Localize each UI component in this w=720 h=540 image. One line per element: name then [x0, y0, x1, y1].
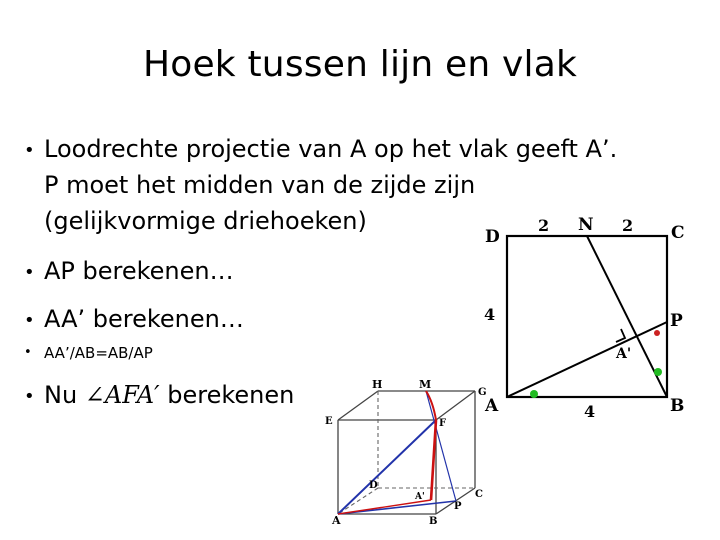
cube-label-A: A	[332, 514, 341, 527]
cube-label-C: C	[475, 489, 483, 500]
label-P: P	[670, 311, 683, 331]
line-A-A-prime	[338, 500, 431, 514]
cube-label-G: G	[478, 387, 487, 398]
angle-symbol: ∠	[84, 381, 105, 409]
bullet-marker: •	[24, 345, 32, 360]
bullet-marker: •	[24, 386, 35, 407]
cube-label-D: D	[369, 480, 378, 491]
bullet-1-line-1: Loodrechte projectie van A op het vlak geeft A’.	[44, 135, 618, 163]
cube-label-M: M	[419, 378, 432, 391]
cube-label-P: P	[454, 501, 462, 512]
label-A-prime: A'	[616, 346, 632, 362]
angle-name: AFA′	[104, 381, 160, 409]
bullet-1-line-2: P moet het midden van de zijde zijn	[44, 171, 476, 199]
label-B: B	[670, 396, 685, 416]
cube-label-H: H	[372, 378, 383, 391]
dim-bottom: 4	[584, 402, 596, 421]
bullet-2-text: AP berekenen…	[44, 257, 234, 285]
bullet-3-text: AA’ berekenen…	[44, 305, 244, 333]
line-M-P-cube	[426, 391, 456, 501]
slide-title: Hoek tussen lijn en vlak	[142, 44, 578, 85]
cube-label-A-prime: A'	[415, 492, 425, 502]
cube-label-B: B	[429, 516, 438, 527]
bullet-4-text: AA’/AB=AB/AP	[44, 344, 153, 362]
bullet-marker: •	[24, 310, 35, 331]
label-N: N	[578, 215, 594, 235]
cube-label-E: E	[325, 416, 333, 427]
bullet-marker: •	[24, 262, 35, 283]
bullet-1-line-3: (gelijkvormige driehoeken)	[44, 207, 367, 235]
cube-label-F: F	[439, 418, 447, 429]
curve-M-F	[426, 391, 436, 420]
dim-left: 4	[484, 305, 496, 324]
label-D: D	[485, 227, 500, 247]
bullet-5-prefix: Nu	[44, 381, 85, 409]
label-C: C	[671, 223, 685, 243]
dim-top-left: 2	[538, 216, 550, 235]
bullet-marker: •	[24, 140, 35, 161]
dim-top-right: 2	[622, 216, 634, 235]
bullet-5-suffix: berekenen	[159, 381, 295, 409]
label-A: A	[485, 396, 499, 416]
